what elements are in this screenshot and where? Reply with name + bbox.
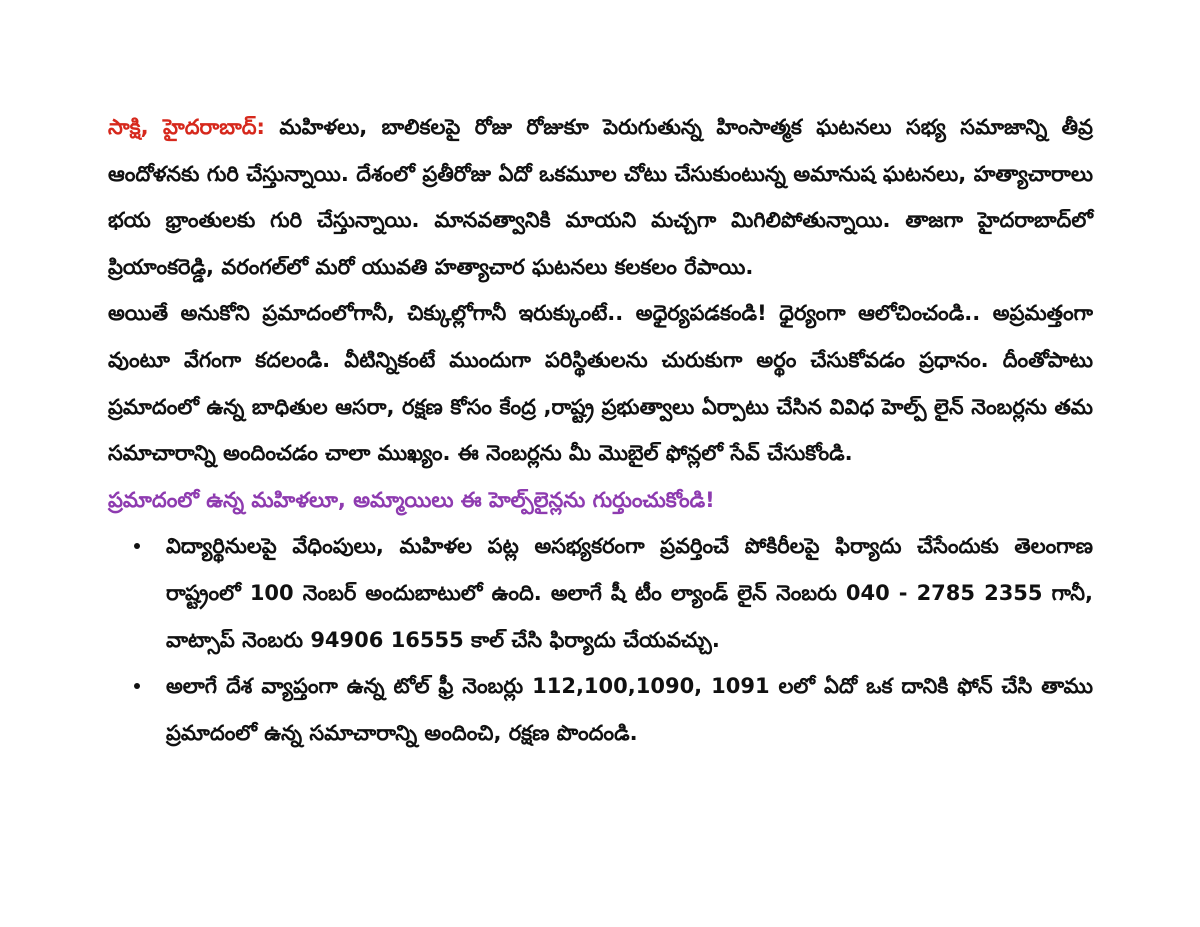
helpline-list <box>108 523 1093 756</box>
dateline: సాక్షి, హైదరాబాద్: <box>108 115 265 139</box>
advice-paragraph: అయితే అనుకోని ప్రమాదంలోగానీ, చిక్కుల్లోగానీ ఇరుక్కుంటే.. అధైర్యపడకండి! ధైర్యంగా ఆలోచించండి.. అప్రమత్తంగా వుంటూ వేగంగా కదలండి. వీటిన్నికంటే ముందుగా పరిస్థితులను చురుకుగా అర్థం చేసుకోవడం ప్రధానం. దీంతోపాటు ప్రమాదంలో ఉన్న బాధితుల ఆసరా, రక్షణ కోసం కేంద్ర ,రాష్ట్ర ప్రభుత్వాలు ఏర్పాటు చేసిన వివిధ హెల్ప్ లైన్ నెంబర్లను తమ సమాచారాన్ని అందించడం చాలా ముఖ్యం. ఈ నెంబర్లను మీ మొబైల్ ఫోన్లలో సేవ్ చేసుకోండి. <box>108 301 1093 466</box>
intro-paragraph <box>108 104 1093 290</box>
bullet-icon <box>134 683 140 689</box>
helpline-heading: ప్రమాదంలో ఉన్న మహిళలూ, అమ్మాయిలు ఈ హెల్ప్‌లైన్లను గుర్తుంచుకోండి! <box>108 487 715 512</box>
list-item-text: విద్యార్థినులపై వేధింపులు, మహిళల పట్ల అసభ్యకరంగా ప్రవర్తించే పోకిరీలపై ఫిర్యాదు చేసేందుకు తెలంగాణ రాష్ట్రంలో 100 నెంబర్ అందుబాటులో ఉంది. అలాగే షీ టీం ల్యాండ్ లైన్ నెంబరు 040 - 2785 2355 గానీ, వాట్సాప్ నెంబరు 94906 16555 కాల్ చేసి ఫిర్యాదు చేయవచ్చు. <box>166 534 1093 652</box>
bullet-icon <box>134 543 140 549</box>
list-item-text: అలాగే దేశ వ్యాప్తంగా ఉన్న టోల్ ఫ్రీ నెంబర్లు 112,100,1090, 1091 లలో ఏదో ఒక దానికి ఫోన్ చేసి తాము ప్రమాదంలో ఉన్న సమాచారాన్ని అందించి, రక్షణ పొందండి. <box>166 674 1093 745</box>
intro-text: మహిళలు, బాలికలపై రోజు రోజుకూ పెరుగుతున్న హింసాత్మక ఘటనలు సభ్య సమాజాన్ని తీవ్ర ఆందోళనకు గురి చేస్తున్నాయి. దేశంలో ప్రతీరోజు ఏదో ఒకమూల చోటు చేసుకుంటున్న అమానుష ఘటనలు, హత్యాచారాలు భయ భ్రాంతులకు గురి చేస్తున్నాయి. మానవత్వానికి మాయని మచ్చగా మిగిలిపోతున్నాయి. తాజగా హైదరాబాద్‌లో ప్రియాంకరెడ్డి, వరంగల్‌లో మరో యువతి హత్యాచార ఘటనలు కలకలం రేపాయి. <box>108 115 1093 279</box>
document-body <box>108 104 1093 756</box>
list-item <box>108 663 1093 756</box>
list-item <box>108 523 1093 663</box>
